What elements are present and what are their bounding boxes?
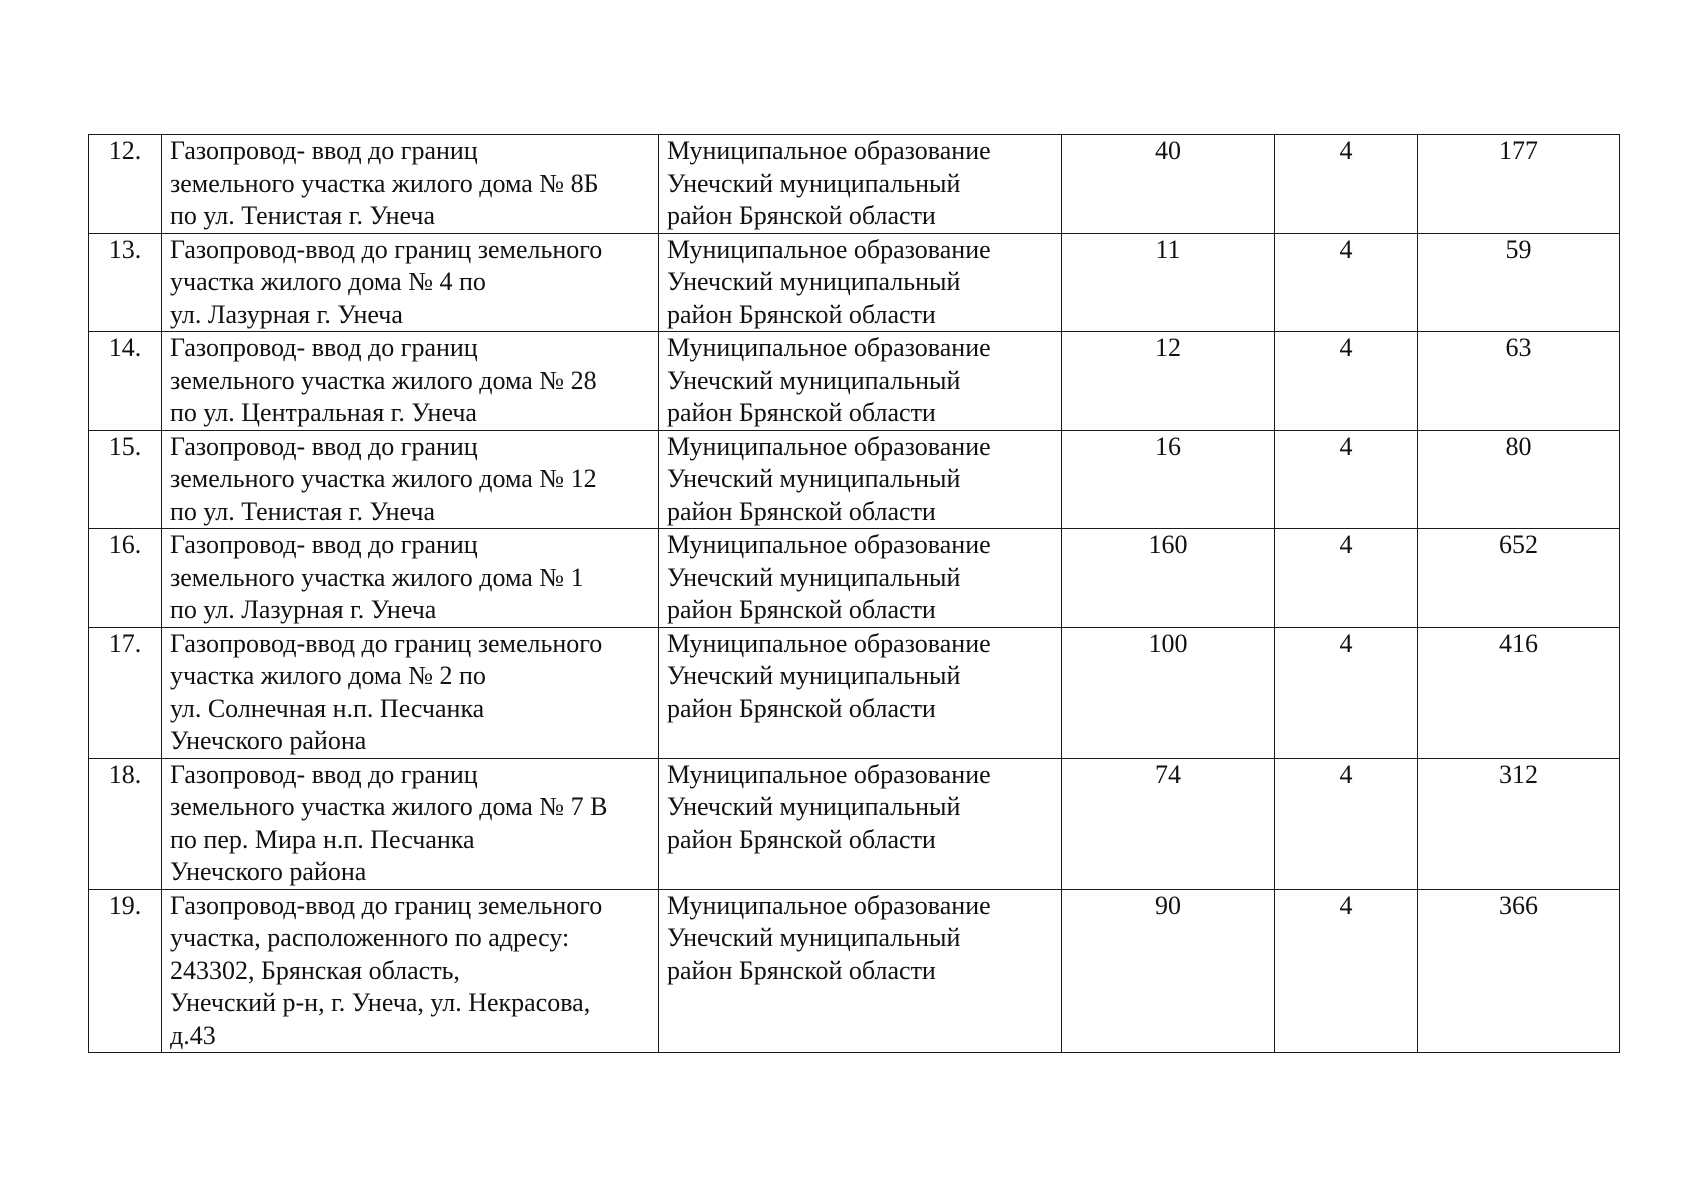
gas-pipeline-table [88,134,1620,1053]
table-body [89,135,1620,1053]
owner-line: Унечский муниципальный [667,661,961,690]
object-name-line: Унечский р-н, г. Унеча, ул. Некрасова, [170,988,591,1017]
value-cell-2: 4 [1275,135,1418,234]
object-name-line: Газопровод- ввод до границ [170,530,478,559]
table-row [89,627,1620,758]
table-row [89,758,1620,889]
owner-cell [659,758,1062,889]
object-name-line: земельного участка жилого дома № 28 [170,365,597,395]
object-name-line: Газопровод-ввод до границ земельного [170,628,603,658]
object-name-line: ул. Лазурная г. Унеча [170,299,403,329]
value-cell-3: 63 [1418,332,1620,431]
owner-line: Муниципальное образование [667,136,991,165]
value-cell-3: 80 [1418,430,1620,529]
owner-cell [659,529,1062,628]
object-name-line: Газопровод-ввод до границ земельного [170,890,603,920]
object-name-cell [162,529,659,628]
owner-line: район Брянской области [667,824,936,854]
value-cell-3: 366 [1418,889,1620,1053]
object-name-line: земельного участка жилого дома № 7 В [170,792,608,821]
object-name-line: по ул. Лазурная г. Унеча [170,595,437,624]
object-name-line: участка жилого дома № 2 по [170,661,486,690]
owner-line: Муниципальное образование [667,530,991,559]
value-cell-1: 100 [1062,627,1275,758]
owner-cell [659,430,1062,529]
value-cell-2: 4 [1275,627,1418,758]
owner-line: район Брянской области [667,496,936,526]
owner-line: Унечский муниципальный [667,562,961,592]
object-name-line: по ул. Тенистая г. Унеча [170,496,436,526]
table-row [89,430,1620,529]
owner-cell [659,135,1062,234]
object-name-line: участка, расположенного по адресу: [170,923,570,952]
object-name-line: по пер. Мира н.п. Песчанка [170,824,475,854]
owner-line: Муниципальное образование [667,890,991,920]
object-name-line: д.43 [170,1020,216,1050]
value-cell-3: 652 [1418,529,1620,628]
owner-cell [659,889,1062,1053]
owner-line: Унечский муниципальный [667,792,961,821]
object-name-line: по ул. Тенистая г. Унеча [170,201,436,230]
owner-line: Унечский муниципальный [667,267,961,296]
object-name-line: участка жилого дома № 4 по [170,267,486,296]
value-cell-1: 12 [1062,332,1275,431]
owner-cell [659,233,1062,332]
owner-line: район Брянской области [667,299,936,329]
table-row [89,233,1620,332]
value-cell-2: 4 [1275,332,1418,431]
owner-line: район Брянской области [667,398,936,427]
owner-cell [659,627,1062,758]
object-name-cell [162,233,659,332]
object-name-cell [162,889,659,1053]
object-name-line: Газопровод- ввод до границ [170,759,478,789]
value-cell-2: 4 [1275,758,1418,889]
object-name-line: Газопровод- ввод до границ [170,333,478,362]
owner-line: Муниципальное образование [667,234,991,264]
value-cell-1: 90 [1062,889,1275,1053]
object-name-cell [162,758,659,889]
table-row [89,135,1620,234]
value-cell-2: 4 [1275,889,1418,1053]
row-number: 13. [89,233,162,332]
row-number: 19. [89,889,162,1053]
object-name-cell [162,627,659,758]
value-cell-1: 16 [1062,430,1275,529]
row-number: 14. [89,332,162,431]
object-name-line: ул. Солнечная н.п. Песчанка [170,693,485,723]
row-number: 16. [89,529,162,628]
table-row [89,529,1620,628]
table-row [89,889,1620,1053]
row-number: 15. [89,430,162,529]
owner-line: район Брянской области [667,955,936,985]
owner-line: Унечский муниципальный [667,923,961,952]
value-cell-1: 11 [1062,233,1275,332]
row-number: 12. [89,135,162,234]
row-number: 18. [89,758,162,889]
value-cell-2: 4 [1275,233,1418,332]
object-name-line: Газопровод- ввод до границ [170,136,478,165]
object-name-line: по ул. Центральная г. Унеча [170,398,477,427]
owner-line: Муниципальное образование [667,333,991,362]
owner-line: Унечский муниципальный [667,365,961,395]
value-cell-3: 177 [1418,135,1620,234]
value-cell-3: 312 [1418,758,1620,889]
owner-line: Муниципальное образование [667,431,991,461]
owner-line: Унечский муниципальный [667,464,961,493]
value-cell-3: 59 [1418,233,1620,332]
object-name-line: земельного участка жилого дома № 1 [170,562,584,592]
value-cell-1: 74 [1062,758,1275,889]
object-name-line: 243302, Брянская область, [170,955,460,985]
owner-line: Муниципальное образование [667,759,991,789]
owner-line: район Брянской области [667,693,936,723]
owner-line: район Брянской области [667,595,936,624]
object-name-line: земельного участка жилого дома № 12 [170,464,597,493]
owner-cell [659,332,1062,431]
value-cell-2: 4 [1275,430,1418,529]
object-name-cell [162,332,659,431]
value-cell-3: 416 [1418,627,1620,758]
value-cell-2: 4 [1275,529,1418,628]
object-name-line: земельного участка жилого дома № 8Б [170,168,599,198]
value-cell-1: 160 [1062,529,1275,628]
value-cell-1: 40 [1062,135,1275,234]
object-name-cell [162,135,659,234]
row-number: 17. [89,627,162,758]
owner-line: Унечский муниципальный [667,168,961,198]
object-name-line: Унечского района [170,857,367,886]
object-name-line: Унечского района [170,726,367,755]
object-name-line: Газопровод-ввод до границ земельного [170,234,603,264]
object-name-line: Газопровод- ввод до границ [170,431,478,461]
owner-line: Муниципальное образование [667,628,991,658]
owner-line: район Брянской области [667,201,936,230]
object-name-cell [162,430,659,529]
table-row [89,332,1620,431]
